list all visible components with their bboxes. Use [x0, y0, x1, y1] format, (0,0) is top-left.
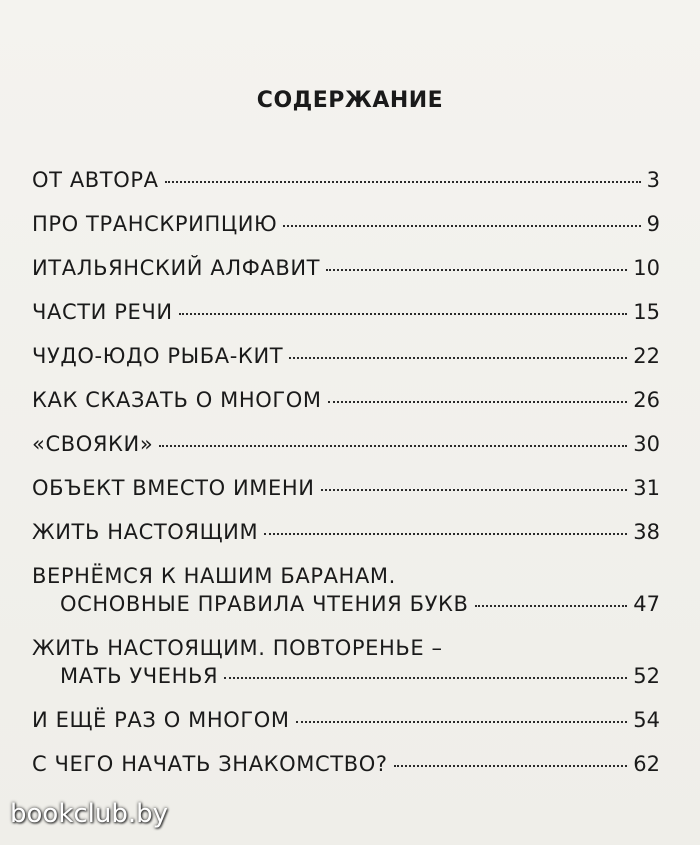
toc-page-number: 38	[633, 520, 660, 544]
dot-leader	[224, 676, 627, 679]
dot-leader	[326, 268, 627, 271]
dot-leader	[165, 180, 641, 183]
dot-leader	[179, 312, 628, 315]
toc-page-number: 47	[633, 592, 660, 616]
dot-leader	[296, 720, 628, 723]
toc-entry	[32, 210, 660, 238]
dot-leader	[283, 224, 640, 227]
dot-leader	[289, 356, 627, 359]
table-of-contents	[32, 166, 660, 794]
toc-entry-title-line1: ВЕРНЁМСЯ К НАШИМ БАРАНАМ.	[32, 564, 396, 588]
toc-entry	[32, 750, 660, 778]
toc-page-number: 15	[633, 300, 660, 324]
toc-entry-title: ОТ АВТОРА	[32, 168, 159, 192]
dot-leader	[321, 488, 628, 491]
toc-entry	[32, 634, 660, 690]
toc-entry	[32, 474, 660, 502]
toc-page-number: 3	[646, 168, 660, 192]
toc-page-number: 9	[646, 212, 660, 236]
toc-entry-title: ИТАЛЬЯНСКИЙ АЛФАВИТ	[32, 256, 321, 280]
dot-leader	[328, 400, 628, 403]
toc-entry-title: ОБЪЕКТ ВМЕСТО ИМЕНИ	[32, 476, 315, 500]
toc-entry-title: «СВОЯКИ»	[32, 432, 154, 456]
toc-entry-title: ЧАСТИ РЕЧИ	[32, 300, 173, 324]
toc-entry	[32, 166, 660, 194]
toc-entry	[32, 254, 660, 282]
contents-heading: СОДЕРЖАНИЕ	[256, 88, 444, 113]
toc-entry	[32, 706, 660, 734]
dot-leader	[159, 444, 627, 447]
toc-entry	[32, 298, 660, 326]
toc-page-number: 54	[633, 708, 660, 732]
toc-entry	[32, 342, 660, 370]
dot-leader	[394, 764, 628, 767]
toc-page-number: 22	[633, 344, 660, 368]
toc-entry-title: ОСНОВНЫЕ ПРАВИЛА ЧТЕНИЯ БУКВ	[60, 592, 469, 616]
toc-entry	[32, 386, 660, 414]
toc-entry	[32, 430, 660, 458]
toc-entry	[32, 562, 660, 618]
toc-entry-title: МАТЬ УЧЕНЬЯ	[60, 664, 219, 688]
toc-page-number: 30	[633, 432, 660, 456]
toc-entry-title: И ЕЩЁ РАЗ О МНОГОМ	[32, 708, 290, 732]
toc-page-number: 10	[633, 256, 660, 280]
toc-page-number: 31	[633, 476, 660, 500]
toc-entry-title: КАК СКАЗАТЬ О МНОГОМ	[32, 388, 322, 412]
toc-entry-title: ЖИТЬ НАСТОЯЩИМ	[32, 520, 259, 544]
toc-page-number: 62	[633, 752, 660, 776]
dot-leader	[475, 604, 628, 607]
toc-entry-title: ЧУДО-ЮДО РЫБА-КИТ	[32, 344, 284, 368]
dot-leader	[264, 532, 627, 535]
toc-page-number: 26	[633, 388, 660, 412]
toc-entry-title-line1: ЖИТЬ НАСТОЯЩИМ. ПОВТОРЕНЬЕ –	[32, 636, 443, 660]
toc-entry-title: С ЧЕГО НАЧАТЬ ЗНАКОМСТВО?	[32, 752, 388, 776]
toc-entry	[32, 518, 660, 546]
toc-page-number: 52	[633, 664, 660, 688]
toc-entry-title: ПРО ТРАНСКРИПЦИЮ	[32, 212, 278, 236]
site-watermark: bookclub.by	[10, 799, 169, 829]
